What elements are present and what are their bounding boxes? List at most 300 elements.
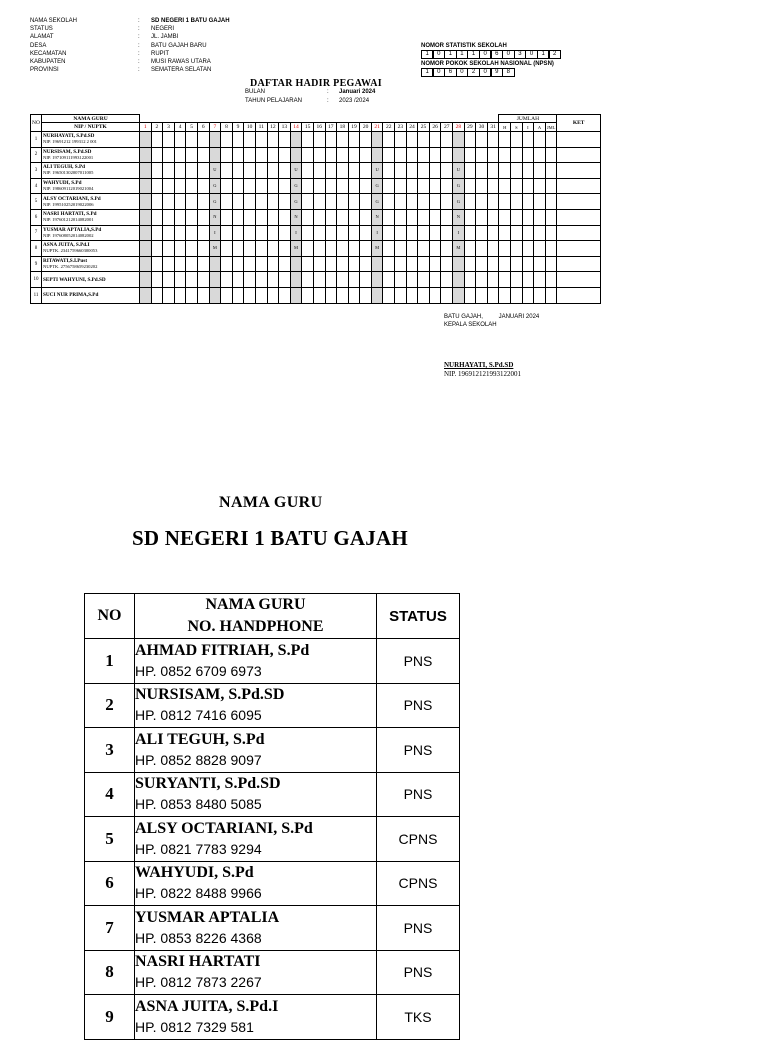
sum-cell (534, 163, 546, 179)
day-cell (429, 194, 441, 210)
day-cell (348, 287, 360, 303)
sum-cell (511, 225, 523, 241)
nss-label: NOMOR STATISTIK SEKOLAH (421, 43, 507, 49)
teacher-name-cell (135, 728, 377, 773)
day-cell (453, 287, 465, 303)
day-cell (441, 132, 453, 148)
day-cell (140, 287, 152, 303)
teacher-no: 5 (85, 817, 135, 862)
day-cell (337, 209, 349, 225)
header-day: 24 (406, 123, 418, 132)
day-cell (221, 272, 233, 288)
day-cell (232, 225, 244, 241)
header-sum: S (511, 123, 523, 132)
teacher-row (85, 906, 460, 951)
day-cell (464, 163, 476, 179)
day-cell (232, 163, 244, 179)
day-cell (464, 287, 476, 303)
row-no: 4 (31, 178, 42, 194)
day-cell (244, 209, 256, 225)
day-cell (406, 194, 418, 210)
day-cell (221, 178, 233, 194)
day-cell (371, 147, 383, 163)
day-cell (441, 147, 453, 163)
day-cell (429, 209, 441, 225)
header-day: 9 (232, 123, 244, 132)
header-day: 20 (360, 123, 372, 132)
header-day: 22 (383, 123, 395, 132)
day-cell (383, 272, 395, 288)
day-cell: U (371, 163, 383, 179)
info-value: JL. JAMBI (151, 34, 179, 41)
day-cell (255, 287, 267, 303)
day-cell (360, 132, 372, 148)
day-cell (163, 209, 175, 225)
day-cell (279, 256, 291, 272)
digit-box: 1 (444, 50, 456, 59)
teacher-name: ALSY OCTARIANI, S.Pd (43, 195, 101, 202)
day-cell (232, 272, 244, 288)
day-cell (371, 287, 383, 303)
day-cell (232, 178, 244, 194)
teacher-status: CPNS (377, 817, 460, 862)
day-cell (429, 132, 441, 148)
day-cell (337, 132, 349, 148)
day-cell: G (453, 194, 465, 210)
sum-cell (499, 256, 511, 272)
teacher-name: NASRI HARTATI (135, 953, 261, 971)
sum-cell (499, 147, 511, 163)
attendance-row (31, 178, 601, 194)
day-cell (290, 287, 302, 303)
day-cell (453, 272, 465, 288)
day-cell (163, 194, 175, 210)
sum-cell (545, 178, 557, 194)
row-name-cell (42, 272, 140, 288)
row-name-cell (42, 287, 140, 303)
attendance-row (31, 163, 601, 179)
sum-cell (545, 194, 557, 210)
day-cell: G (371, 178, 383, 194)
day-cell (244, 163, 256, 179)
sum-cell (511, 287, 523, 303)
day-cell (151, 194, 163, 210)
nss-boxes (421, 50, 560, 59)
day-cell (418, 147, 430, 163)
day-cell (151, 132, 163, 148)
day-cell (302, 194, 314, 210)
day-cell (476, 132, 488, 148)
day-cell (476, 194, 488, 210)
header-nip: NIP / NUPTK (42, 123, 140, 132)
attendance-row (31, 194, 601, 210)
day-cell (464, 178, 476, 194)
row-no: 8 (31, 241, 42, 257)
day-cell (406, 178, 418, 194)
day-cell (360, 178, 372, 194)
day-cell (406, 241, 418, 257)
row-no: 9 (31, 256, 42, 272)
day-cell (140, 132, 152, 148)
info-colon: : (138, 26, 140, 33)
day-cell (395, 147, 407, 163)
day-cell (197, 194, 209, 210)
teacher-row (85, 861, 460, 906)
day-cell (406, 163, 418, 179)
sum-cell (511, 209, 523, 225)
teacher-row (85, 639, 460, 684)
day-cell (406, 287, 418, 303)
day-cell (255, 132, 267, 148)
day-cell (232, 209, 244, 225)
day-cell (487, 147, 499, 163)
day-cell (232, 194, 244, 210)
day-cell (429, 256, 441, 272)
day-cell: U (453, 163, 465, 179)
day-cell (383, 147, 395, 163)
day-cell (453, 256, 465, 272)
sum-cell (534, 256, 546, 272)
sum-cell (545, 225, 557, 241)
day-cell (255, 241, 267, 257)
day-cell (209, 132, 221, 148)
header-ket: KET (557, 115, 600, 132)
day-cell (174, 225, 186, 241)
day-cell (348, 147, 360, 163)
day-cell (255, 256, 267, 272)
tahun-row: TAHUN PELAJARAN : 2023 /2024 (245, 97, 370, 104)
day-cell (464, 256, 476, 272)
day-cell (302, 272, 314, 288)
day-cell (151, 178, 163, 194)
teacher-status: PNS (377, 639, 460, 684)
day-cell (313, 225, 325, 241)
ket-cell (557, 287, 600, 303)
digit-box: 0 (479, 68, 491, 77)
row-no: 2 (31, 147, 42, 163)
day-cell (290, 132, 302, 148)
teacher-nip: NUPTK. 2756758659230202 (43, 264, 98, 270)
sum-cell (511, 178, 523, 194)
sum-cell (522, 256, 534, 272)
day-cell (476, 163, 488, 179)
header-name: NAMA GURU NO. HANDPHONE (135, 594, 377, 639)
day-cell (464, 225, 476, 241)
day-cell (197, 241, 209, 257)
teacher-row (85, 728, 460, 773)
sum-cell (511, 163, 523, 179)
day-cell (232, 287, 244, 303)
day-cell (151, 287, 163, 303)
day-cell (487, 163, 499, 179)
header-day: 30 (476, 123, 488, 132)
day-cell (418, 272, 430, 288)
day-cell (337, 147, 349, 163)
day-cell (221, 163, 233, 179)
day-cell (302, 225, 314, 241)
info-value: MUSI RAWAS UTARA (151, 58, 211, 65)
day-cell (313, 241, 325, 257)
day-cell (395, 287, 407, 303)
day-cell (429, 163, 441, 179)
sum-cell (499, 132, 511, 148)
sum-cell (522, 163, 534, 179)
digit-box: 2 (549, 50, 561, 59)
teacher-name-cell (135, 950, 377, 995)
teacher-no: 6 (85, 861, 135, 906)
day-cell (197, 225, 209, 241)
sum-cell (522, 194, 534, 210)
day-cell (302, 132, 314, 148)
day-cell (325, 132, 337, 148)
day-cell: N (453, 209, 465, 225)
attendance-header-row (31, 115, 601, 123)
teacher-list-table (84, 593, 460, 1040)
day-cell (244, 272, 256, 288)
header-sum: H (499, 123, 511, 132)
day-cell (429, 287, 441, 303)
day-cell: G (453, 178, 465, 194)
day-cell: I (453, 225, 465, 241)
row-no: 10 (31, 272, 42, 288)
teacher-list-title: NAMA GURU (219, 494, 323, 511)
info-value: RUPIT (151, 50, 169, 57)
header-day: 13 (279, 123, 291, 132)
day-cell (453, 147, 465, 163)
school-info-row (30, 25, 301, 33)
day-cell (487, 194, 499, 210)
day-cell (140, 256, 152, 272)
sum-cell (511, 132, 523, 148)
day-cell (383, 256, 395, 272)
digit-box: 1 (421, 68, 433, 77)
day-cell (418, 209, 430, 225)
teacher-name: ALSY OCTARIANI, S.Pd (135, 819, 313, 837)
header-day: 23 (395, 123, 407, 132)
digit-box: 9 (491, 68, 503, 77)
sum-cell (522, 225, 534, 241)
day-cell (186, 272, 198, 288)
day-cell (441, 287, 453, 303)
day-cell (140, 163, 152, 179)
info-label: NAMA SEKOLAH (30, 18, 78, 24)
day-cell (348, 163, 360, 179)
day-cell (325, 178, 337, 194)
day-cell (395, 194, 407, 210)
teacher-nip: NIP. 196501302007011005 (43, 170, 94, 176)
teacher-list-school: SD NEGERI 1 BATU GAJAH (132, 526, 408, 550)
day-cell (313, 256, 325, 272)
school-info-row (30, 58, 301, 66)
sum-cell (545, 241, 557, 257)
day-cell (186, 132, 198, 148)
day-cell (406, 147, 418, 163)
day-cell (163, 163, 175, 179)
attendance-row (31, 272, 601, 288)
day-cell (313, 132, 325, 148)
day-cell (476, 272, 488, 288)
day-cell (163, 272, 175, 288)
day-cell (360, 163, 372, 179)
info-colon: : (138, 34, 140, 41)
teacher-no: 7 (85, 906, 135, 951)
header-sum: JML (546, 124, 556, 130)
teacher-name: ALI TEGUH, S.Pd (43, 164, 85, 171)
day-cell (302, 287, 314, 303)
row-name-cell (42, 194, 140, 210)
school-info-row (30, 17, 301, 25)
day-cell (221, 209, 233, 225)
teacher-no: 1 (85, 639, 135, 684)
header-day: 12 (267, 123, 279, 132)
header-day: 8 (221, 123, 233, 132)
day-cell (140, 147, 152, 163)
digit-box: 0 (433, 68, 445, 77)
row-name-cell (42, 163, 140, 179)
day-cell: G (209, 194, 221, 210)
teacher-nip: NIP. 197109111993122001 (43, 154, 94, 160)
day-cell (232, 256, 244, 272)
day-cell (348, 194, 360, 210)
day-cell (197, 178, 209, 194)
teacher-nip: NIP. 199510252019022006 (43, 201, 94, 207)
day-cell (360, 287, 372, 303)
day-cell (418, 163, 430, 179)
sum-cell (545, 163, 557, 179)
day-cell (383, 287, 395, 303)
teacher-phone: HP. 0812 7329 581 (135, 1018, 254, 1035)
day-cell (279, 163, 291, 179)
signature-block (444, 314, 539, 378)
day-cell (174, 209, 186, 225)
day-cell (406, 256, 418, 272)
day-cell (267, 163, 279, 179)
day-cell (151, 209, 163, 225)
day-cell (221, 225, 233, 241)
day-cell (140, 241, 152, 257)
day-cell (325, 241, 337, 257)
digit-box: 2 (467, 68, 479, 77)
sum-cell (534, 132, 546, 148)
day-cell (360, 225, 372, 241)
info-value: SD NEGERI 1 BATU GAJAH (151, 18, 230, 24)
day-cell (302, 178, 314, 194)
sum-cell (534, 272, 546, 288)
attendance-row (31, 256, 601, 272)
sum-cell (499, 178, 511, 194)
teacher-status: PNS (377, 728, 460, 773)
day-cell (140, 225, 152, 241)
sum-cell (522, 147, 534, 163)
ket-cell (557, 147, 600, 163)
sum-cell (499, 163, 511, 179)
day-cell (313, 272, 325, 288)
sum-cell (545, 132, 557, 148)
teacher-nip: NIP. 197608052014082002 (43, 232, 94, 238)
info-label: PROVINSI (30, 67, 59, 74)
day-cell: N (209, 209, 221, 225)
day-cell (163, 287, 175, 303)
day-cell (186, 256, 198, 272)
day-cell (313, 287, 325, 303)
row-name-cell (42, 132, 140, 148)
day-cell (371, 256, 383, 272)
day-cell (418, 241, 430, 257)
teacher-phone: HP. 0853 8480 5085 (135, 796, 262, 813)
day-cell (255, 225, 267, 241)
teacher-name: SURYANTI, S.Pd.SD (135, 775, 281, 793)
day-cell (221, 241, 233, 257)
day-cell (441, 225, 453, 241)
sum-cell (511, 256, 523, 272)
day-cell (151, 225, 163, 241)
day-cell (279, 209, 291, 225)
day-cell (348, 256, 360, 272)
day-cell (267, 241, 279, 257)
info-label: STATUS (30, 26, 53, 33)
day-cell (325, 287, 337, 303)
day-cell (464, 272, 476, 288)
teacher-name: AHMAD FITRIAH, S.Pd (135, 641, 310, 659)
header-day: 5 (186, 123, 198, 132)
day-cell (487, 287, 499, 303)
day-cell (429, 225, 441, 241)
sum-cell (499, 287, 511, 303)
teacher-nip: NIP. 197601212014082001 (43, 217, 94, 223)
teacher-name: NURSISAM, S.Pd.SD (135, 686, 285, 704)
teacher-nip: NIP. 19691212 199312 2 001 (43, 139, 97, 145)
day-cell (371, 132, 383, 148)
day-cell (348, 132, 360, 148)
day-cell (279, 194, 291, 210)
teacher-no: 2 (85, 683, 135, 728)
teacher-phone: HP. 0853 8226 4368 (135, 929, 262, 946)
day-cell (279, 272, 291, 288)
day-cell (267, 287, 279, 303)
day-cell (279, 287, 291, 303)
header-days-blank (140, 115, 499, 123)
day-cell (151, 241, 163, 257)
info-value: BATU GAJAH BARU (151, 42, 207, 49)
day-cell (151, 256, 163, 272)
teacher-name: NURSISAM, S.Pd.SD (43, 148, 92, 155)
day-cell (325, 163, 337, 179)
day-cell (186, 147, 198, 163)
day-cell (221, 147, 233, 163)
day-cell (279, 178, 291, 194)
teacher-name: ASNA JUITA, S.Pd.I (43, 242, 90, 249)
attendance-row (31, 225, 601, 241)
day-cell (267, 272, 279, 288)
day-cell (174, 256, 186, 272)
day-cell (383, 209, 395, 225)
sum-cell (511, 194, 523, 210)
header-day: 6 (197, 123, 209, 132)
day-cell (441, 272, 453, 288)
day-cell (302, 147, 314, 163)
sum-cell (522, 132, 534, 148)
day-cell (197, 147, 209, 163)
day-cell: M (453, 241, 465, 257)
day-cell (244, 287, 256, 303)
day-cell (464, 209, 476, 225)
day-cell (221, 194, 233, 210)
day-cell (441, 178, 453, 194)
day-cell (395, 272, 407, 288)
ket-cell (557, 209, 600, 225)
day-cell (151, 272, 163, 288)
header-day: 26 (429, 123, 441, 132)
